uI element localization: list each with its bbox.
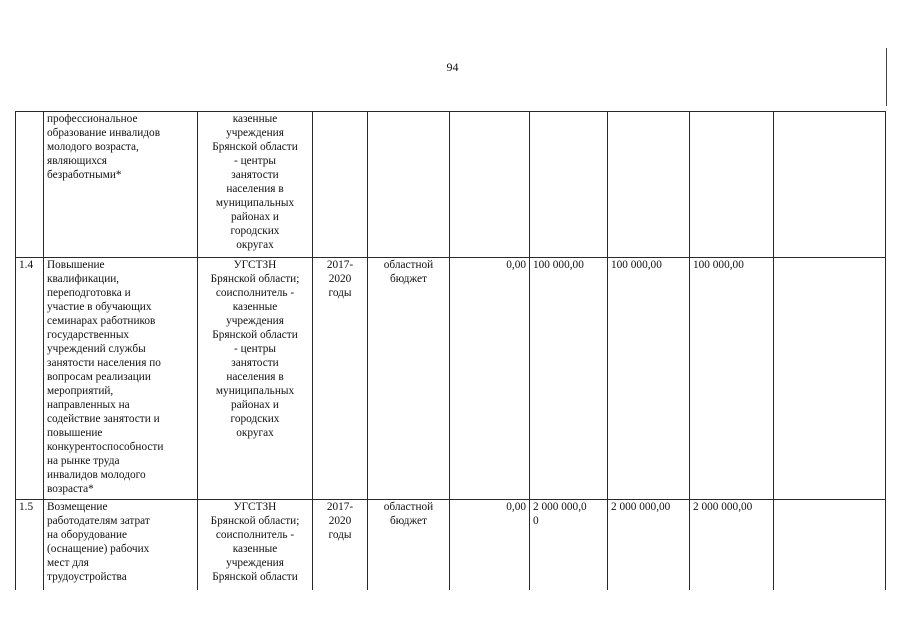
measure-name-cell: Повышение квалификации, переподготовка и участие в обучающих семинарах работников государственных учреждений службы занятости населения по вопросам реализации мероприятий, направленных на содействие занятости и повышение конкурентоспособности на рынке труда инвалидов молодого возраста* xyxy=(44,258,198,500)
program-table xyxy=(15,111,886,590)
table-row xyxy=(16,112,886,258)
measure-name-cell: профессиональное образование инвалидов молодого возраста, являющихся безработными* xyxy=(44,112,198,258)
source-cell xyxy=(368,112,450,258)
row-number xyxy=(16,112,44,258)
value-2017-cell xyxy=(450,112,530,258)
value-2019-cell xyxy=(608,112,690,258)
value-2019-cell: 100 000,00 xyxy=(608,258,690,500)
value-2019-cell: 2 000 000,00 xyxy=(608,500,690,590)
executor-cell: казенные учреждения Брянской области - центры занятости населения в муниципальных районах и городских округах xyxy=(198,112,313,258)
blank-cell xyxy=(774,258,886,500)
measure-name-cell: Возмещение работодателям затрат на оборудование (оснащение) рабочих мест для трудоустройства xyxy=(44,500,198,590)
blank-cell xyxy=(774,112,886,258)
value-2020-cell: 100 000,00 xyxy=(690,258,774,500)
table-row xyxy=(16,258,886,500)
page-number: 94 xyxy=(446,60,459,74)
row-number: 1.4 xyxy=(16,258,44,500)
row-number: 1.5 xyxy=(16,500,44,590)
value-2020-cell: 2 000 000,00 xyxy=(690,500,774,590)
value-2017-cell: 0,00 xyxy=(450,258,530,500)
source-cell: областной бюджет xyxy=(368,500,450,590)
term-cell xyxy=(313,112,368,258)
margin-line xyxy=(886,48,887,106)
value-2017-cell: 0,00 xyxy=(450,500,530,590)
term-cell: 2017- 2020 годы xyxy=(313,500,368,590)
value-2018-cell xyxy=(530,112,608,258)
blank-cell xyxy=(774,500,886,590)
executor-cell: УГСТЗН Брянской области; соисполнитель - казенные учреждения Брянской области xyxy=(198,500,313,590)
value-2020-cell xyxy=(690,112,774,258)
source-cell: областной бюджет xyxy=(368,258,450,500)
value-2018-cell: 100 000,00 xyxy=(530,258,608,500)
table-row xyxy=(16,500,886,590)
term-cell: 2017- 2020 годы xyxy=(313,258,368,500)
executor-cell: УГСТЗН Брянской области; соисполнитель - казенные учреждения Брянской области - центры занятости населения в муниципальных районах и городских округах xyxy=(198,258,313,500)
value-2018-cell: 2 000 000,0 0 xyxy=(530,500,608,590)
